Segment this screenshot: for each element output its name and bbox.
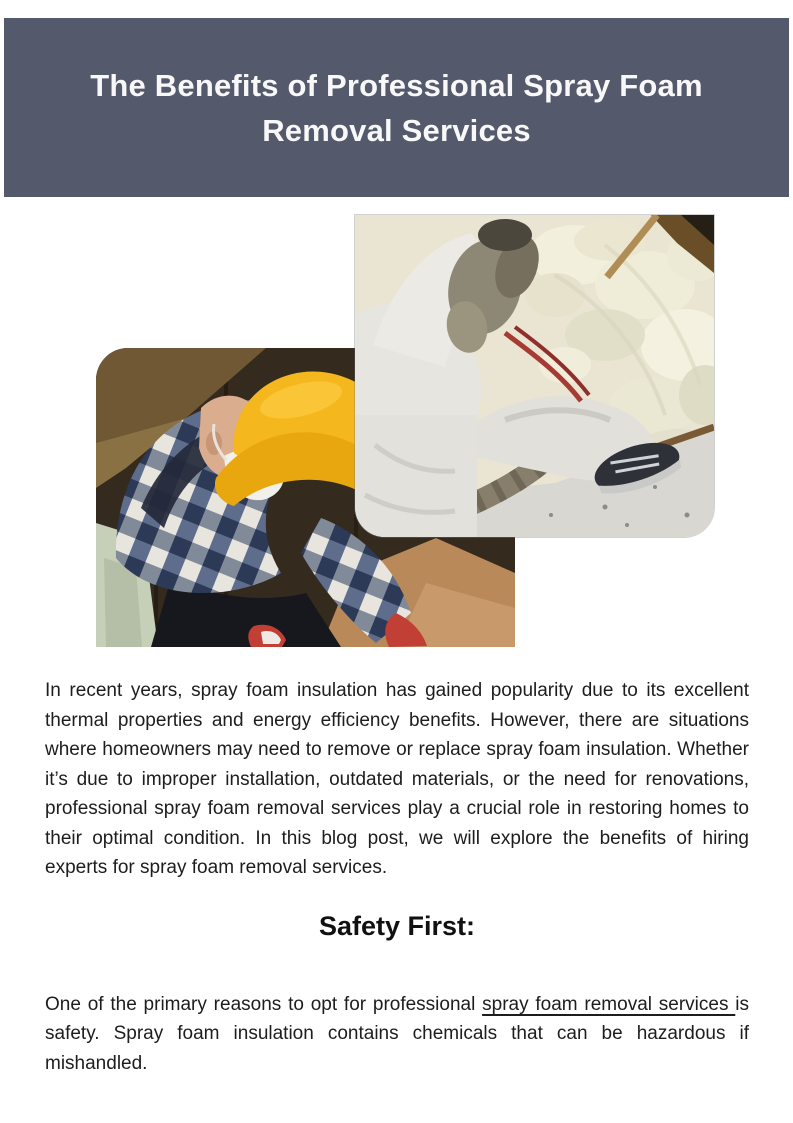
spray-foam-photo — [355, 215, 714, 537]
page-title — [90, 63, 702, 153]
title-line-2: Removal Services — [262, 112, 531, 148]
intro-paragraph: In recent years, spray foam insulation has gained popularity due to its excellent thermal properties and energy efficiency benefits. However, there are situations where homeowners may need to remove or replace spray foam insulation. Whether it’s due to improper installation, outdated materials, or the need for renovations, professional spray foam removal services play a crucial role in restoring homes to their optimal condition. In this blog post, we will explore the benefits of hiring experts for spray foam removal services. — [45, 680, 749, 878]
spray-foam-photo-graphic — [355, 215, 714, 537]
article-body — [45, 676, 749, 1078]
safety-paragraph — [45, 990, 749, 1079]
section-heading: Safety First: — [318, 910, 476, 941]
title-banner — [4, 18, 789, 197]
safety-text-suffix: is safety. Spray foam insulation contains chemicals that can be hazardous if mishandled. — [45, 993, 749, 1074]
spray-foam-removal-link[interactable]: spray foam removal services — [482, 993, 736, 1015]
safety-text-prefix: One of the primary reasons to opt for professional — [45, 993, 483, 1015]
title-line-1: The Benefits of Professional Spray Foam — [90, 67, 703, 103]
